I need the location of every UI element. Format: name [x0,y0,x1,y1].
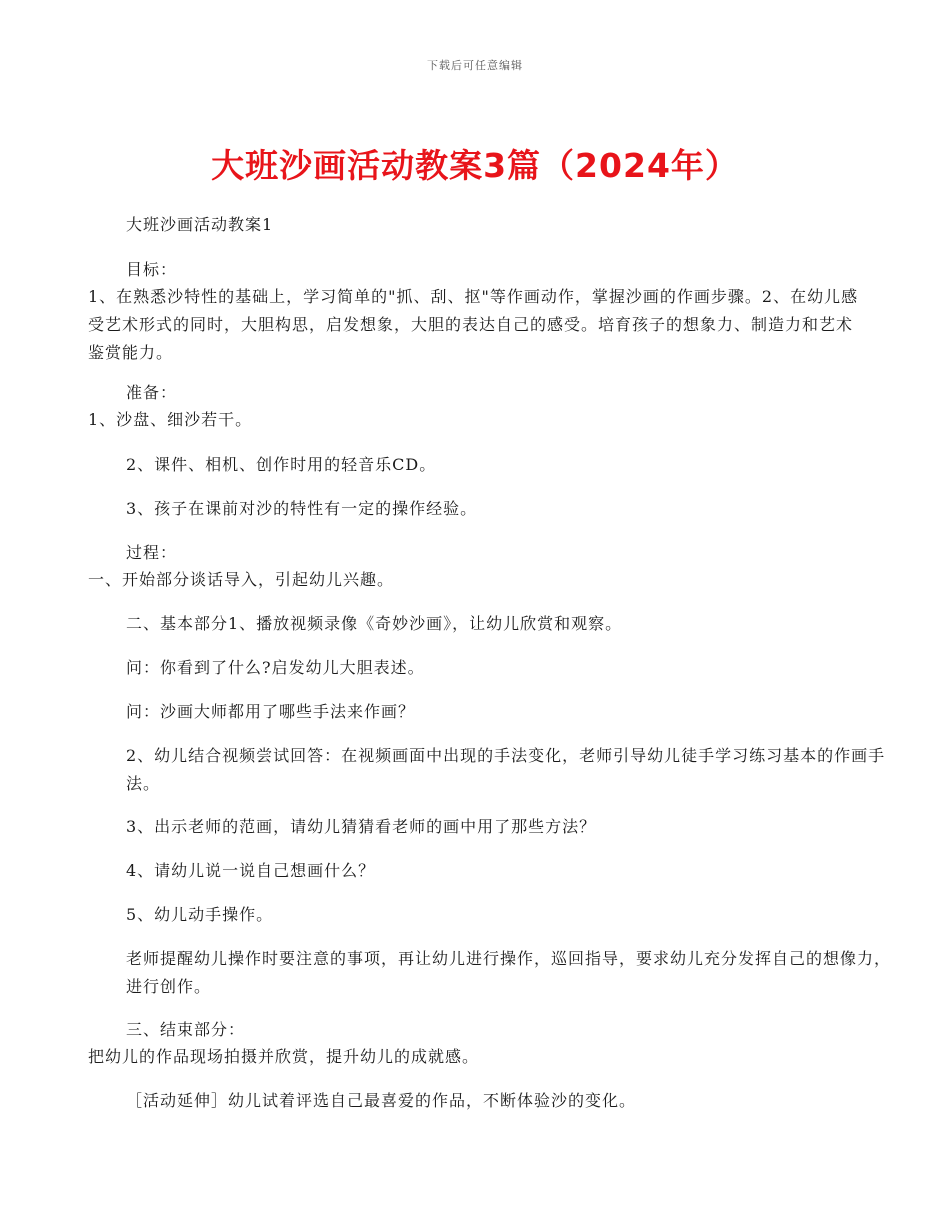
label-preparation: 准备： [126,383,178,402]
paragraph-question-2: 问：沙画大师都用了哪些手法来作画？ [126,702,416,721]
paragraph-ending: 把幼儿的作品现场拍摄并欣赏，提升幼儿的成就感。 [88,1047,480,1066]
paragraph-prep-1: 1、沙盘、细沙若干。 [88,410,253,429]
paragraph-step-4: 4、请幼儿说一说自己想画什么？ [126,861,376,880]
paragraph-step-2: 2、幼儿结合视频尝试回答：在视频画面中出现的手法变化，老师引导幼儿徒手学习练习基本的作画手法。 [126,746,886,793]
document-title: 大班沙画活动教案3篇（2024年） [211,146,739,185]
header-note: 下载后可任意编辑 [427,59,523,72]
paragraph-process-1: 一、开始部分谈话导入，引起幼儿兴趣。 [88,570,395,589]
paragraph-prep-2: 2、课件、相机、创作时用的轻音乐CD。 [126,455,437,474]
paragraph-goals: 1、在熟悉沙特性的基础上，学习简单的"抓、刮、抠"等作画动作，掌握沙画的作画步骤。2、在幼儿感受艺术形式的同时，大胆构思，启发想象，大胆的表达自己的感受。培育孩子的想象力、制造力和艺术鉴赏能力。 [88,287,859,362]
label-goals: 目标： [126,260,178,279]
paragraph-question-1: 问：你看到了什么?启发幼儿大胆表述。 [126,658,425,677]
label-process: 过程： [126,543,178,562]
paragraph-prep-3: 3、孩子在课前对沙的特性有一定的操作经验。 [126,499,478,518]
paragraph-step-5: 5、幼儿动手操作。 [126,905,274,924]
paragraph-step-3: 3、出示老师的范画，请幼儿猜猜看老师的画中用了那些方法？ [126,817,597,836]
paragraph-ending-label: 三、结束部分： [126,1020,246,1039]
paragraph-extension: ［活动延伸］幼儿试着评选自己最喜爱的作品，不断体验沙的变化。 [126,1091,637,1110]
paragraph-teacher-tip: 老师提醒幼儿操作时要注意的事项，再让幼儿进行操作，巡回指导，要求幼儿充分发挥自己的想像力，进行创作。 [126,949,892,996]
section-heading: 大班沙画活动教案1 [126,215,274,234]
paragraph-process-2: 二、基本部分1、播放视频录像《奇妙沙画》，让幼儿欣赏和观察。 [126,614,623,633]
